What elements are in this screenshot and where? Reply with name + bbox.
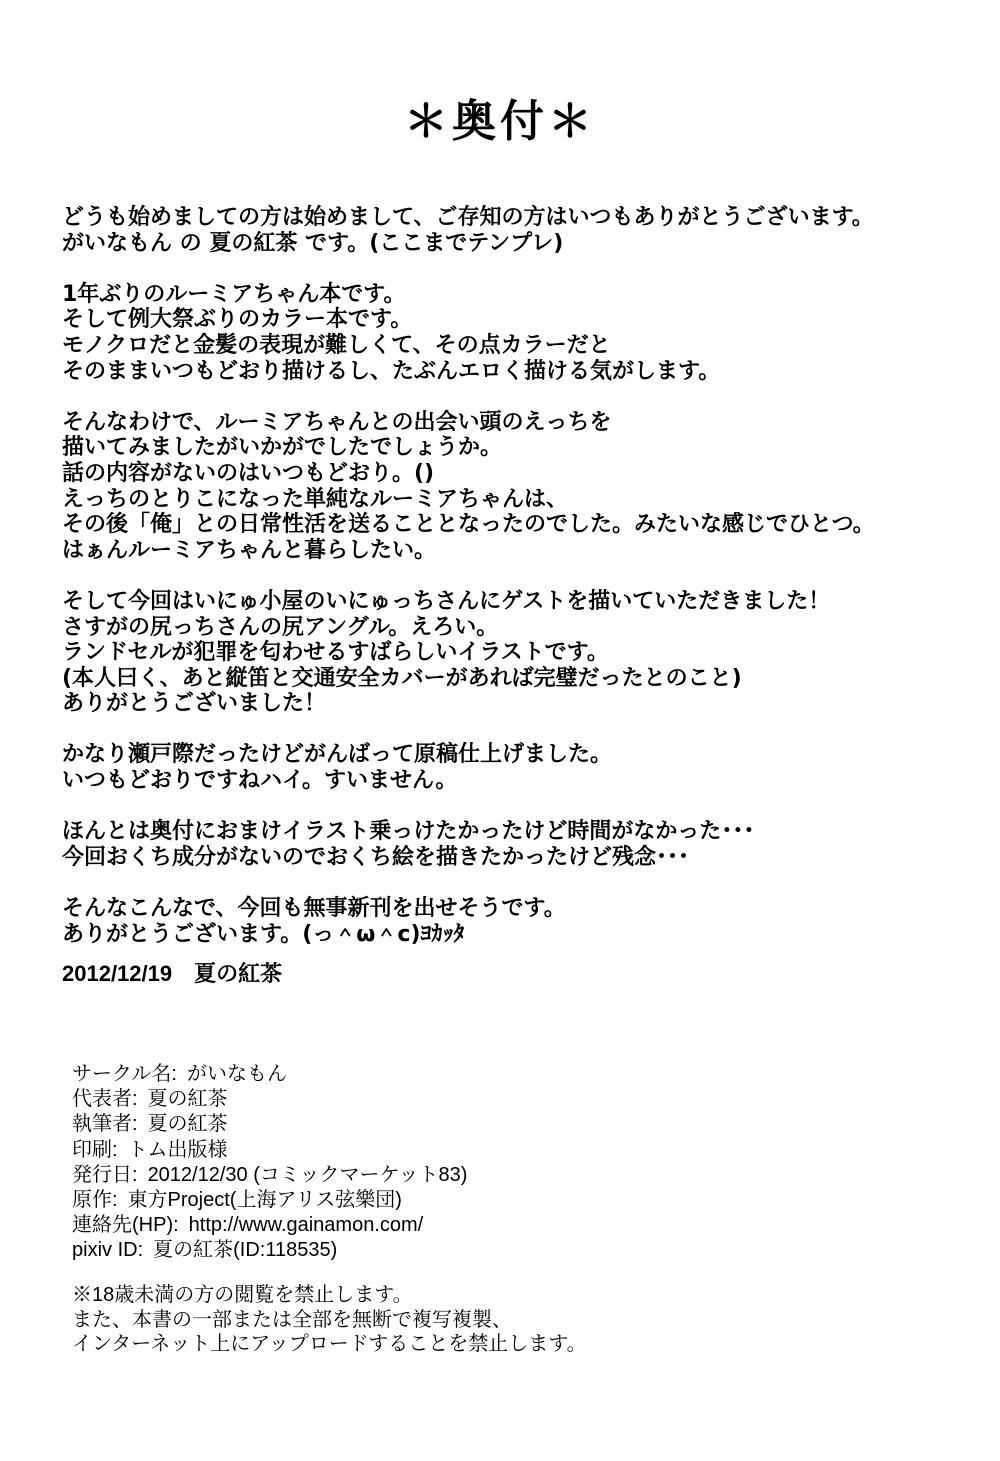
colophon-label: pixiv ID:	[72, 1239, 144, 1262]
text-line: そんなこんなで、今回も無事新刊を出せそうです。	[62, 896, 566, 922]
colophon-label: 代表者:	[72, 1088, 138, 1111]
text-line: 話の内容がないのはいつもどおり。()	[62, 460, 435, 486]
paragraph-about-book	[62, 282, 982, 384]
text-line: (本人曰く、あと縦笛と交通安全カバーがあれば完璧だったとのこと)	[62, 665, 742, 691]
colophon-value: 東方Project(上海アリス弦樂団)	[127, 1188, 402, 1211]
text-line: いつもどおりですねハイ。すいません。	[62, 768, 458, 794]
colophon-row-contact	[72, 1213, 467, 1238]
colophon-row-pixiv	[72, 1238, 467, 1263]
paragraph-story	[62, 410, 982, 564]
text-line: 今回おくち成分がないのでおくち絵を描きたかったけど残念･･･	[62, 844, 690, 870]
text-line: ランドセルが犯罪を匂わせるすばらしいイラストです。	[62, 640, 609, 666]
colophon-label: サークル名:	[72, 1063, 177, 1085]
colophon-label: 原作:	[72, 1188, 118, 1211]
signature-date: 2012/12/19	[62, 961, 173, 986]
paragraph-regret	[62, 819, 982, 870]
colophon-row-original-work	[72, 1188, 467, 1213]
paragraph-greeting	[62, 205, 982, 256]
signature-line	[62, 960, 282, 988]
text-line: がいなもん の 夏の紅茶 です。(ここまでテンプレ)	[62, 230, 564, 256]
text-line: さすがの尻っちさんの尻アングル。えろい。	[62, 614, 499, 640]
paragraph-guest	[62, 589, 982, 717]
text-line: そして今回はいにゅ小屋のいにゅっちさんにゲストを描いていただきました！	[62, 588, 831, 614]
text-line: そして例大祭ぶりのカラー本です。	[62, 307, 413, 333]
text-line: ありがとうございます。(っ＾ω＾c)ﾖｶｯﾀ	[62, 921, 465, 947]
text-line: モノクロだと金髪の表現が難しくて、その点カラーだと	[62, 332, 611, 358]
colophon-label: 印刷:	[72, 1138, 118, 1161]
text-line: はぁんルーミアちゃんと暮らしたい。	[62, 537, 437, 563]
colophon-info	[72, 1062, 467, 1264]
colophon-value: 夏の紅茶	[147, 1113, 228, 1136]
colophon-value: 2012/12/30 (コミックマーケット83)	[147, 1163, 468, 1186]
colophon-label: 執筆者:	[72, 1113, 138, 1136]
text-line: ほんとは奥付におまけイラスト乗っけたかったけど時間がなかった･･･	[62, 819, 755, 845]
colophon-value: がいなもん	[186, 1063, 287, 1085]
text-line: 1年ぶりのルーミアちゃん本です。	[62, 281, 406, 307]
colophon-label: 発行日:	[72, 1163, 138, 1186]
page-title: ＊奥付＊	[404, 96, 596, 147]
legal-notice	[72, 1283, 587, 1357]
colophon-row-issue-date	[72, 1163, 467, 1188]
colophon-row-printer	[72, 1138, 467, 1163]
paragraph-thanks	[62, 896, 982, 947]
afterword-body	[62, 205, 982, 973]
text-line: かなり瀬戸際だったけどがんばって原稿仕上げました。	[62, 742, 613, 768]
text-line: そのままいつもどおり描けるし、たぶんエロく描ける気がします。	[62, 358, 721, 384]
text-line: えっちのとりこになった単純なルーミアちゃんは、	[62, 486, 569, 512]
text-line: どうも始めましての方は始めまして、ご存知の方はいつもありがとうございます。	[62, 205, 874, 230]
text-line: そんなわけで、ルーミアちゃんとの出会い頭のえっちを	[62, 409, 612, 435]
colophon-row-representative	[72, 1087, 467, 1112]
colophon-row-writer	[72, 1112, 467, 1137]
text-line: その後「俺」との日常性活を送ることとなったのでした。みたいな感じでひとつ。	[62, 512, 875, 538]
colophon-value: http://www.gainamon.com/	[188, 1214, 424, 1237]
colophon-value: 夏の紅茶	[147, 1088, 228, 1111]
notice-line: また、本書の一部または全部を無断で複写複製、	[72, 1308, 512, 1331]
text-line: 描いてみましたがいかがでしたでしょうか。	[62, 435, 503, 461]
notice-line: インターネット上にアップロードすることを禁止します。	[72, 1333, 587, 1356]
signature-author: 夏の紅茶	[194, 961, 283, 986]
colophon-value: トム出版様	[127, 1138, 228, 1161]
colophon-value: 夏の紅茶(ID:118535)	[153, 1239, 338, 1262]
paragraph-deadline	[62, 742, 982, 793]
text-line: ありがとうございました！	[62, 691, 327, 717]
colophon-label: 連絡先(HP):	[72, 1214, 179, 1237]
notice-line: ※18歳未満の方の閲覧を禁止します。	[72, 1284, 413, 1306]
colophon-row-circle	[72, 1062, 467, 1087]
